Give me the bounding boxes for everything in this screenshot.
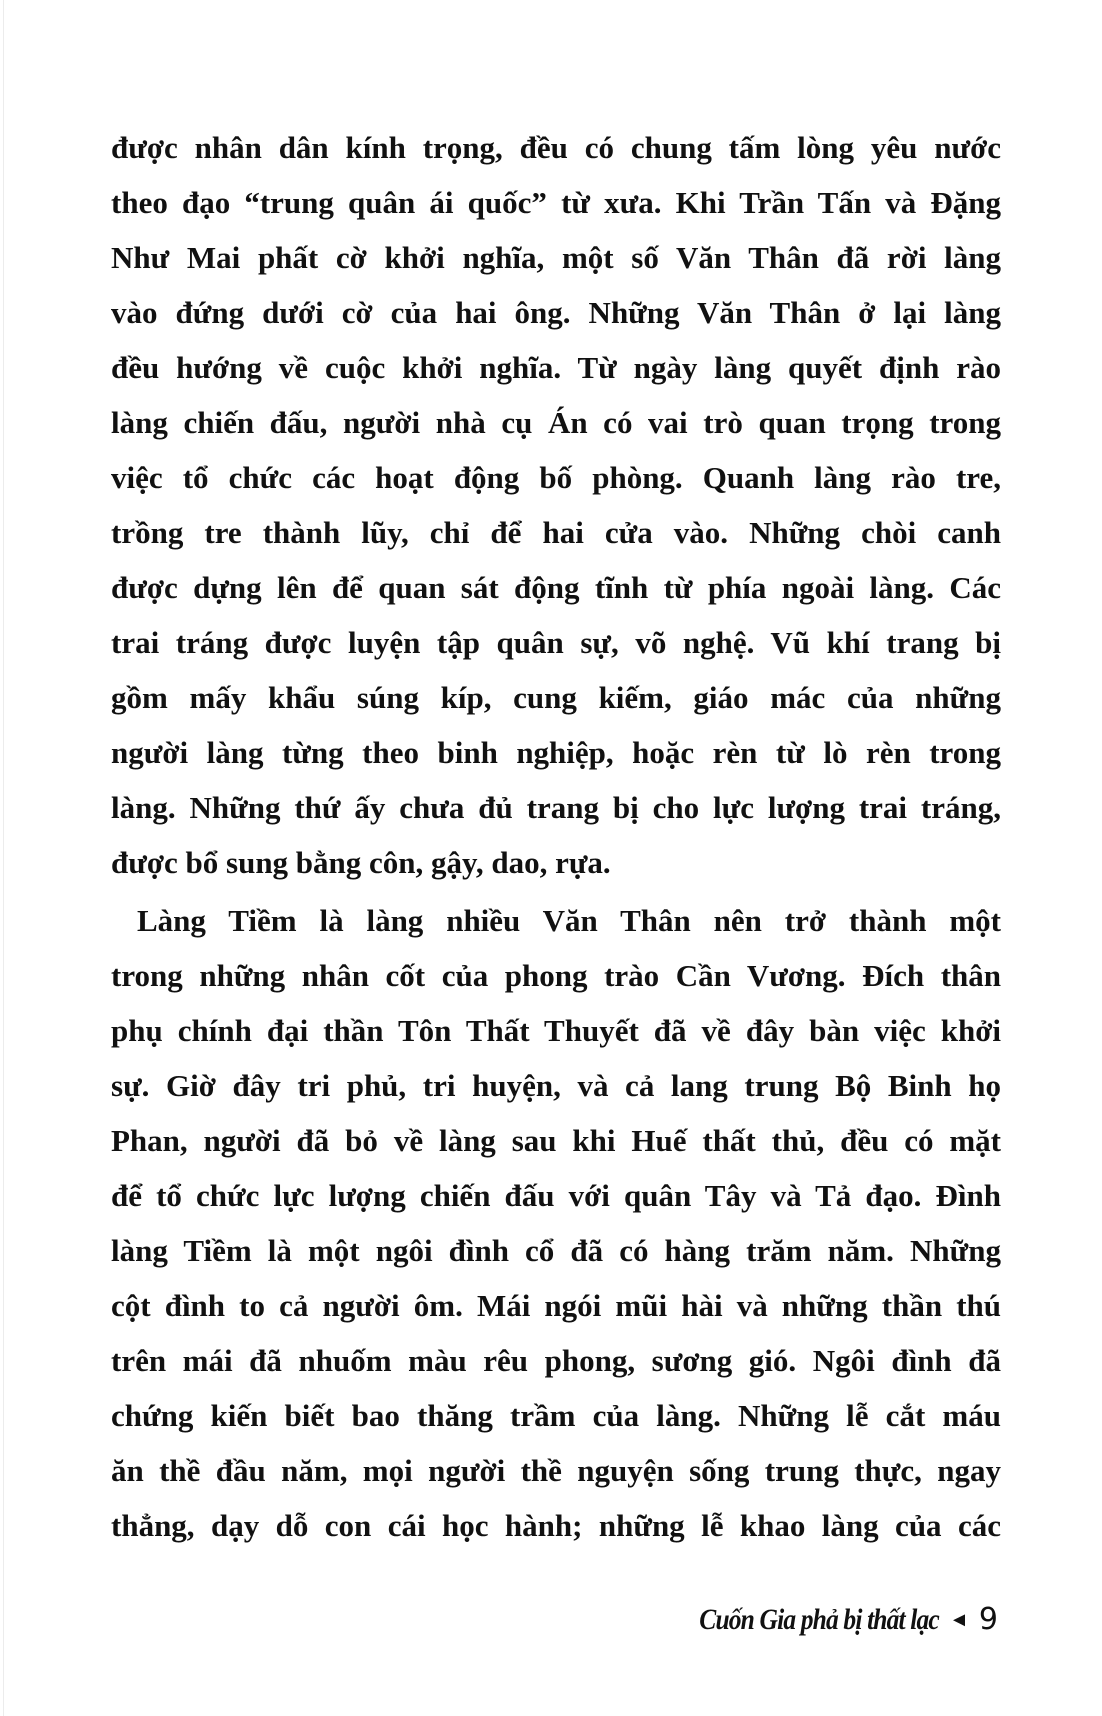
- text-line: được dựng lên để quan sát động tĩnh từ phía ngoài làng. Các: [111, 570, 1001, 605]
- text-line: phụ chính đại thần Tôn Thất Thuyết đã về đây bàn việc khởi: [111, 1013, 1001, 1048]
- text-line: Làng Tiềm là làng nhiều Văn Thân nên trở thành một: [137, 903, 1001, 938]
- text-line: theo đạo “trung quân ái quốc” từ xưa. Khi Trần Tấn và Đặng: [111, 185, 1001, 220]
- text-line: Phan, người đã bỏ về làng sau khi Huế thất thủ, đều có mặt: [111, 1123, 1001, 1158]
- running-title: Cuốn Gia phả bị thất lạc: [699, 1603, 940, 1636]
- text-line: việc tổ chức các hoạt động bố phòng. Quanh làng rào tre,: [111, 460, 1001, 495]
- text-line: đều hướng về cuộc khởi nghĩa. Từ ngày làng quyết định rào: [111, 350, 1001, 385]
- text-line: trên mái đã nhuốm màu rêu phong, sương gió. Ngôi đình đã: [111, 1343, 1001, 1378]
- text-line: làng Tiềm là một ngôi đình cổ đã có hàng trăm năm. Những: [111, 1233, 1001, 1268]
- text-line: làng chiến đấu, người nhà cụ Án có vai trò quan trọng trong: [111, 405, 1001, 440]
- page-edge: [3, 0, 4, 1716]
- text-line: để tổ chức lực lượng chiến đấu với quân Tây và Tả đạo. Đình: [111, 1178, 1001, 1213]
- body-text: [111, 120, 1001, 1553]
- text-line: trai tráng được luyện tập quân sự, võ nghệ. Vũ khí trang bị: [111, 625, 1001, 660]
- text-line: ăn thề đầu năm, mọi người thề nguyện sống trung thực, ngay: [111, 1453, 1001, 1488]
- paragraph: [111, 893, 1001, 1553]
- text-line: trồng tre thành lũy, chỉ để hai cửa vào. Những chòi canh: [111, 515, 1001, 550]
- text-line: cột đình to cả người ôm. Mái ngói mũi hài và những thần thú: [111, 1288, 1001, 1323]
- text-line: sự. Giờ đây tri phủ, tri huyện, và cả lang trung Bộ Binh họ: [111, 1068, 1001, 1103]
- text-line: Như Mai phất cờ khởi nghĩa, một số Văn Thân đã rời làng: [111, 240, 1001, 275]
- text-line: chứng kiến biết bao thăng trầm của làng. Những lễ cắt máu: [111, 1398, 1001, 1433]
- text-line: trong những nhân cốt của phong trào Cần Vương. Đích thân: [111, 958, 1001, 993]
- page-footer: [657, 1602, 998, 1637]
- text-line: gồm mấy khẩu súng kíp, cung kiếm, giáo mác của những: [111, 680, 1001, 715]
- text-line: được bổ sung bằng côn, gậy, dao, rựa.: [111, 845, 611, 880]
- triangle-left-icon: ◄: [949, 1609, 969, 1631]
- page-number: 9: [978, 1602, 998, 1637]
- text-line: được nhân dân kính trọng, đều có chung tấm lòng yêu nước: [111, 130, 1001, 165]
- text-line: thẳng, dạy dỗ con cái học hành; những lễ khao làng của các: [111, 1508, 1001, 1543]
- paragraph: [111, 120, 1001, 890]
- text-line: vào đứng dưới cờ của hai ông. Những Văn Thân ở lại làng: [111, 295, 1001, 330]
- text-line: làng. Những thứ ấy chưa đủ trang bị cho lực lượng trai tráng,: [111, 790, 1001, 825]
- text-line: người làng từng theo binh nghiệp, hoặc rèn từ lò rèn trong: [111, 735, 1001, 770]
